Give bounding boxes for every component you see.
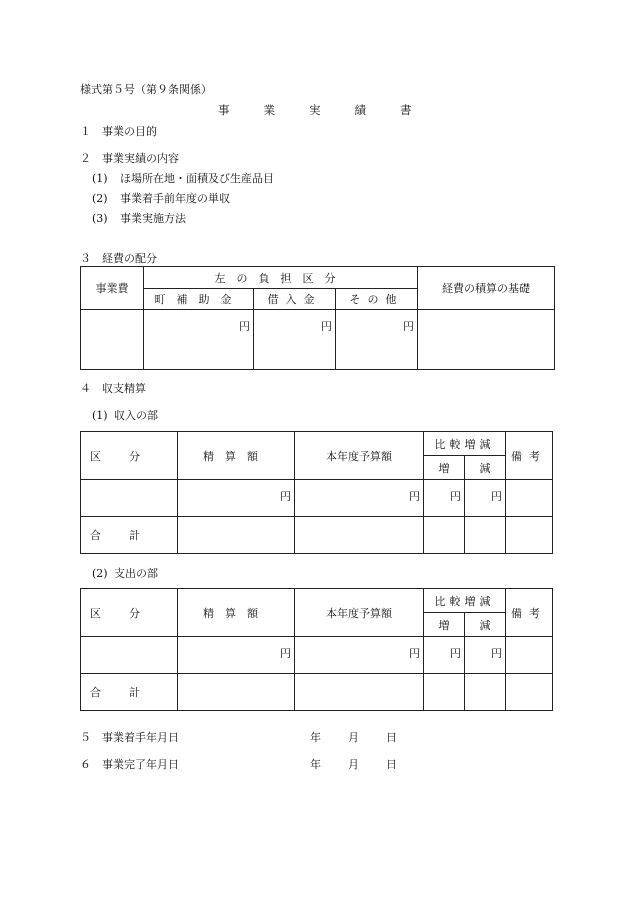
yen-unit: 円 <box>295 637 424 674</box>
header-other: その他 <box>336 289 418 310</box>
expense-subtitle <box>92 565 158 581</box>
section-1-label: 事業の目的 <box>102 125 157 138</box>
header-seisan: 精算額 <box>178 432 295 480</box>
header-budget: 本年度予算額 <box>295 432 424 480</box>
yen-unit: 円 <box>424 637 465 674</box>
cell-total <box>465 674 506 711</box>
yen-unit: 円 <box>178 637 295 674</box>
header-increase: 増 <box>424 613 465 637</box>
day-unit: 日 <box>386 758 397 771</box>
income-subtitle <box>92 407 158 423</box>
header-seisan: 精算額 <box>178 589 295 637</box>
section-2-label: 事業実績の内容 <box>102 152 179 165</box>
cell-total <box>506 517 553 554</box>
item-num: (3) <box>92 212 108 225</box>
day-unit: 日 <box>386 731 397 744</box>
section-2 <box>80 150 179 166</box>
section-3 <box>80 250 157 266</box>
header-kubun: 区分 <box>81 432 178 480</box>
subtitle-label: 支出の部 <box>114 567 158 580</box>
year-unit: 年 <box>310 758 321 771</box>
form-label: 様式第５号（第９条関係） <box>80 83 212 96</box>
yen-unit: 円 <box>336 310 418 370</box>
header-basis: 経費の積算の基礎 <box>418 267 555 310</box>
section-3-num: ３ <box>80 252 91 265</box>
cell-total <box>465 517 506 554</box>
cell-basis-value <box>418 310 555 370</box>
item-label: 事業着手前年度の単収 <box>120 192 230 205</box>
item-label: 事業実施方法 <box>120 212 186 225</box>
expense-table <box>80 588 553 711</box>
header-remarks: 備考 <box>506 432 553 480</box>
cell-remarks <box>506 480 553 517</box>
yen-unit: 円 <box>424 480 465 517</box>
total-label: 合計 <box>81 674 178 711</box>
header-remarks: 備考 <box>506 589 553 637</box>
yen-unit: 円 <box>178 480 295 517</box>
header-town-subsidy: 町補助金 <box>144 289 254 310</box>
section-2-item <box>92 210 186 226</box>
subtitle-label: 収入の部 <box>114 409 158 422</box>
yen-unit: 円 <box>144 310 254 370</box>
cell-total <box>295 674 424 711</box>
cell-jigyouhi-value <box>81 310 144 370</box>
start-date <box>310 729 397 745</box>
header-jigyouhi: 事業費 <box>81 267 144 310</box>
yen-unit: 円 <box>465 637 506 674</box>
section-6 <box>80 756 179 772</box>
item-num: (1) <box>92 172 108 185</box>
section-3-label: 経費の配分 <box>102 252 157 265</box>
cell-total <box>178 674 295 711</box>
year-unit: 年 <box>310 731 321 744</box>
cell-remarks <box>506 637 553 674</box>
header-compare: 比較増減 <box>424 432 506 456</box>
income-table <box>80 431 553 554</box>
header-compare: 比較増減 <box>424 589 506 613</box>
section-1 <box>80 123 157 139</box>
header-decrease: 減 <box>465 456 506 480</box>
cell-kubun <box>81 637 178 674</box>
cell-total <box>424 517 465 554</box>
item-label: ほ場所在地・面積及び生産品目 <box>120 172 274 185</box>
section-4 <box>80 380 146 396</box>
header-burden: 左の負担区分 <box>144 267 418 289</box>
cell-total <box>424 674 465 711</box>
yen-unit: 円 <box>465 480 506 517</box>
section-6-num: ６ <box>80 758 91 771</box>
month-unit: 月 <box>348 731 359 744</box>
item-num: (2) <box>92 192 108 205</box>
header-budget: 本年度予算額 <box>295 589 424 637</box>
header-increase: 増 <box>424 456 465 480</box>
section-2-item <box>92 170 274 186</box>
section-4-label: 収支精算 <box>102 382 146 395</box>
section-2-item <box>92 190 230 206</box>
subtitle-num: (1) <box>92 409 108 422</box>
section-5-num: ５ <box>80 731 91 744</box>
section-1-num: １ <box>80 125 91 138</box>
header-decrease: 減 <box>465 613 506 637</box>
yen-unit: 円 <box>254 310 336 370</box>
completion-date <box>310 756 397 772</box>
month-unit: 月 <box>348 758 359 771</box>
header-loan: 借入金 <box>254 289 336 310</box>
cell-total <box>506 674 553 711</box>
total-label: 合計 <box>81 517 178 554</box>
cell-total <box>295 517 424 554</box>
page-title: 事業実績書 <box>218 103 446 117</box>
header-kubun: 区分 <box>81 589 178 637</box>
cell-kubun <box>81 480 178 517</box>
cell-total <box>178 517 295 554</box>
section-6-label: 事業完了年月日 <box>102 758 179 771</box>
section-5 <box>80 729 179 745</box>
section-2-num: ２ <box>80 152 91 165</box>
cost-distribution-table <box>80 266 555 370</box>
yen-unit: 円 <box>295 480 424 517</box>
section-4-num: ４ <box>80 382 91 395</box>
section-5-label: 事業着手年月日 <box>102 731 179 744</box>
subtitle-num: (2) <box>92 567 108 580</box>
